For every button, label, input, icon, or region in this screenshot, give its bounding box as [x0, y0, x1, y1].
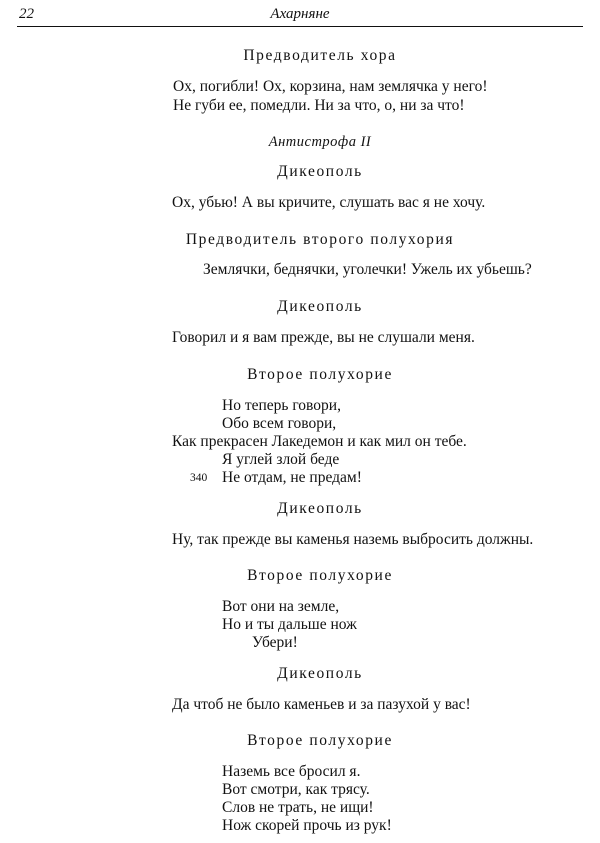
verse-line: Не губи ее, помедли. Ни за что, о, ни за что! [173, 97, 465, 114]
verse-line: Вот они на земле, [222, 598, 340, 615]
verse-line: Но теперь говори, [222, 397, 341, 414]
speaker-name: Дикеополь [277, 298, 363, 315]
speaker-name: Второе полухорие [247, 567, 393, 584]
speaker-name: Дикеополь [277, 665, 363, 682]
line-number: 340 [190, 472, 208, 484]
verse-line: Как прекрасен Лакедемон и как мил он тебе. [172, 433, 467, 450]
verse-line: Да чтоб не было каменьев и за пазухой у вас! [172, 696, 471, 713]
speaker-name: Предводитель второго полухория [185, 231, 455, 248]
verse-line: Землячки, беднячки, уголечки! Ужель их убьешь? [203, 261, 532, 278]
verse-line: Ну, так прежде вы каменья наземь выбросить должны. [172, 531, 534, 548]
speaker-name: Второе полухорие [247, 366, 393, 383]
section-heading: Антистрофа II [268, 134, 372, 150]
verse-line: Не отдам, не предам! [222, 469, 362, 486]
speaker-name: Дикеополь [277, 163, 363, 180]
running-title: Ахарняне [270, 6, 330, 22]
verse-line: Вот смотри, как трясу. [222, 781, 370, 798]
speaker-name: Предводитель хора [243, 47, 397, 64]
verse-line: Ох, убью! А вы кричите, слушать вас я не хочу. [172, 194, 486, 211]
verse-line: Слов не трать, не ищи! [222, 799, 374, 816]
verse-line: Я углей злой беде [222, 451, 340, 468]
verse-line: Но и ты дальше нож [222, 616, 357, 633]
verse-line: Нож скорей прочь из рук! [222, 817, 392, 834]
verse-line: Убери! [252, 634, 298, 651]
speaker-name: Дикеополь [277, 500, 363, 517]
page-header [17, 6, 583, 27]
verse-line: Наземь все бросил я. [222, 763, 361, 780]
page-number: 22 [19, 6, 34, 22]
verse-line: Ох, погибли! Ох, корзина, нам землячка у него! [173, 78, 488, 95]
verse-line: Обо всем говори, [222, 415, 337, 432]
verse-line: Говорил и я вам прежде, вы не слушали меня. [172, 329, 475, 346]
speaker-name: Второе полухорие [247, 732, 393, 749]
